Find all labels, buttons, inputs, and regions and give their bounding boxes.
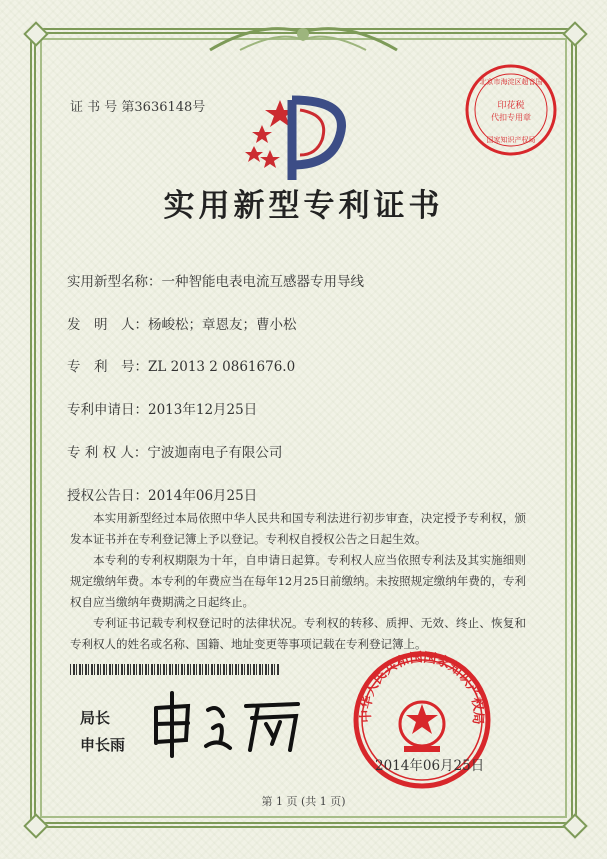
- certificate-number: 证 书 号 第3636148号: [70, 100, 206, 115]
- field-inventors: 发 明 人：杨峻松；章恩友；曹小松: [67, 317, 297, 333]
- barcode: [70, 664, 280, 675]
- certificate-title: 实用新型专利证书: [163, 188, 444, 224]
- patent-office-logo: [240, 80, 360, 185]
- page-footer: 第 1 页 (共 1 页): [261, 795, 346, 808]
- body-paragraph: 本专利的专利权期限为十年，自申请日起算。专利权人应当依照专利法及其实施细则规定缴纳年费。本专利的年费应当在每年12月25日前缴纳。未按照规定缴纳年费的，专利权自应当缴纳年费期满之日起终止。: [70, 553, 526, 609]
- svg-text:北京市海淀区超音国: 北京市海淀区超音国: [479, 78, 543, 86]
- svg-text:国家知识产权局: 国家知识产权局: [486, 136, 536, 144]
- svg-text:印花税: 印花税: [497, 101, 525, 111]
- signatory-name: 申长雨: [80, 736, 126, 754]
- handwritten-signature: [148, 688, 308, 758]
- svg-text:代扣专用章: 代扣专用章: [491, 113, 531, 122]
- field-patent-number: 专 利 号：ZL 2013 2 0861676.0: [67, 359, 296, 375]
- top-ornament-icon: [200, 20, 407, 58]
- certificate-body-text: [70, 508, 526, 655]
- issue-date: 2014年06月25日: [375, 758, 485, 774]
- svg-text:中华人民共和国国家知识产权局: 中华人民共和国国家知识产权局: [358, 650, 486, 726]
- field-grant-announcement-date: 授权公告日：2014年06月25日: [67, 488, 258, 504]
- field-utility-model-name: 实用新型名称：一种智能电表电流互感器专用导线: [67, 274, 364, 290]
- body-paragraph: 本实用新型经过本局依照中华人民共和国专利法进行初步审查，决定授予专利权，颁发本证书并在专利登记簿上予以登记。专利权自授权公告之日起生效。: [70, 511, 526, 546]
- signatory-title: 局长: [80, 709, 111, 727]
- body-paragraph: 专利证书记载专利权登记时的法律状况。专利权的转移、质押、无效、终止、恢复和专利权人的姓名或名称、国籍、地址变更等事项记载在专利登记簿上。: [70, 616, 526, 651]
- tax-stamp: [463, 62, 559, 158]
- field-patentee: 专 利 权 人：宁波迦南电子有限公司: [67, 445, 283, 461]
- field-application-date: 专利申请日：2013年12月25日: [67, 402, 258, 418]
